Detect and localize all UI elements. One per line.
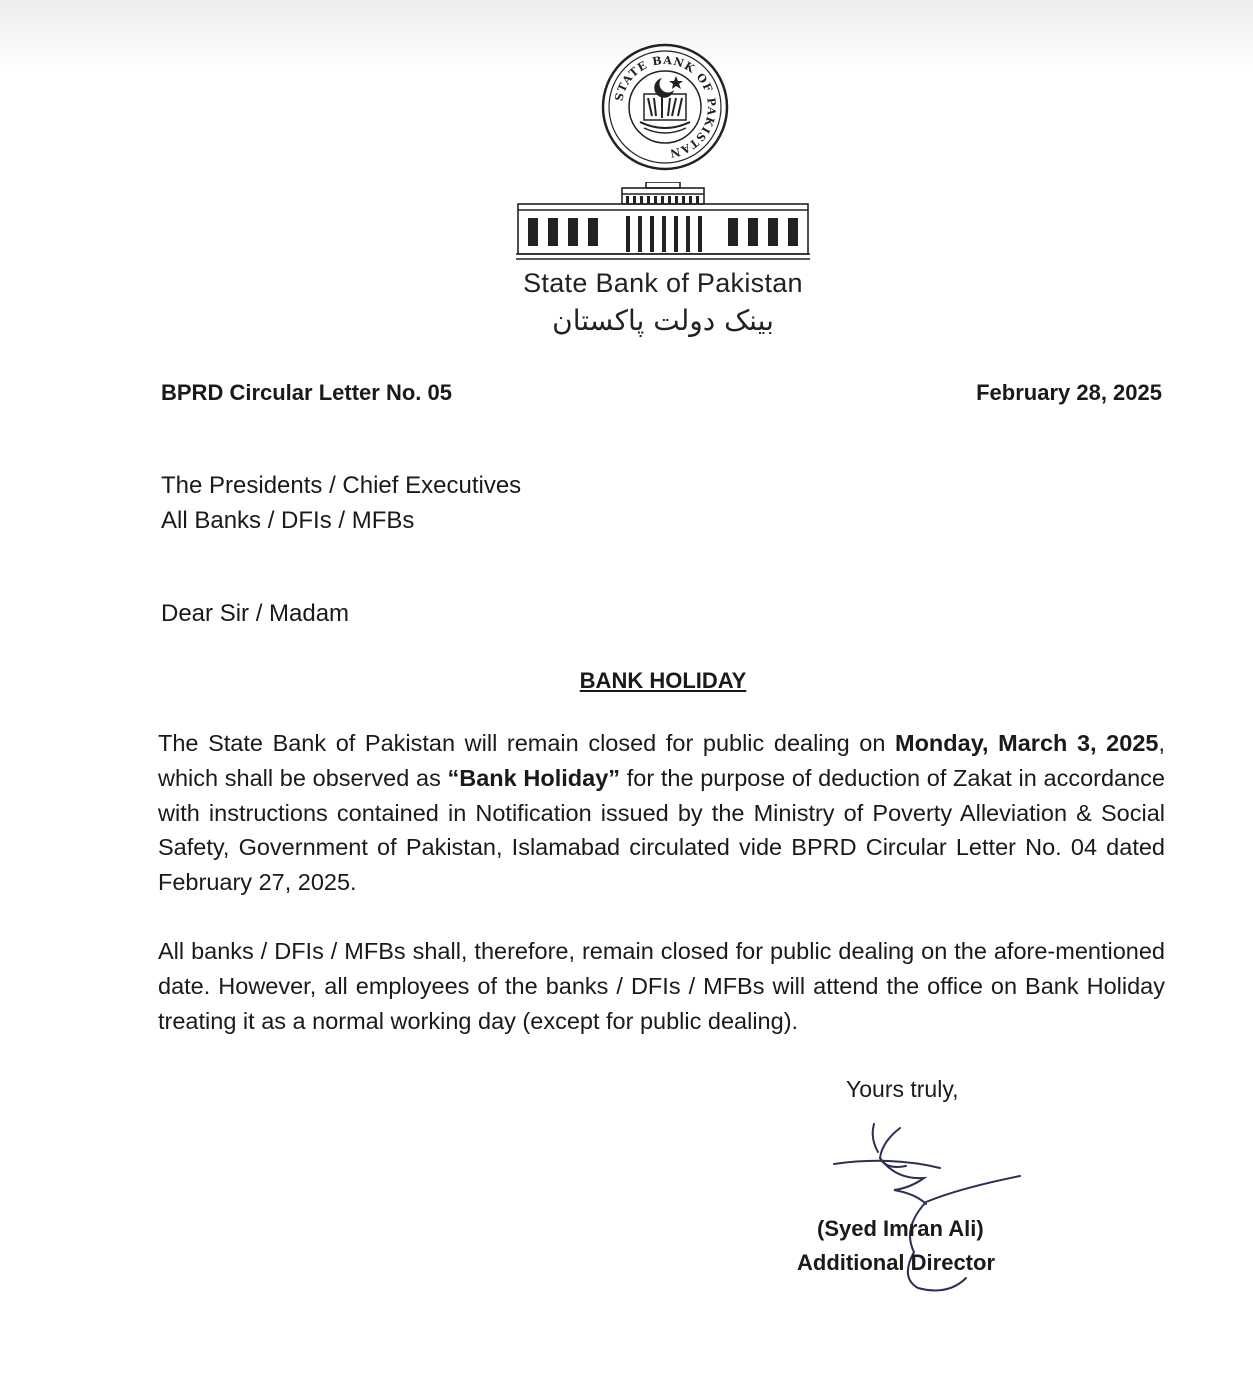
- signatory-title: Additional Director: [797, 1250, 996, 1275]
- bank-name: State Bank of Pakistan: [523, 268, 803, 298]
- recipient-line-1: The Presidents / Chief Executives: [161, 472, 522, 499]
- body-paragraph-2: All banks / DFIs / MFBs shall, therefore, remain closed for public dealing on the afore-mentioned date. However, all employees of the banks / DFIs / MFBs will attend the office on Bank Holiday treating it as a normal working day (except for public dealing).: [158, 938, 1165, 1034]
- salutation: Dear Sir / Madam: [161, 600, 350, 627]
- sbp-seal-logo: [600, 42, 730, 172]
- recipient-line-2: All Banks / DFIs / MFBs: [161, 507, 415, 534]
- sbp-building-logo: [514, 182, 812, 262]
- svg-text:STATE BANK OF PAKISTAN: STATE BANK OF PAKISTAN: [612, 53, 719, 160]
- circular-reference: BPRD Circular Letter No. 05: [161, 380, 452, 405]
- para1-text-3: for the purpose of deduction of Zakat in accordance with instructions contained in Notification issued by the Ministry of Poverty Alleviation & Social Safety, Government of Pakistan, Islamabad circulated vide BPRD Circular Letter No. 04 dated February 27, 2025.: [158, 764, 1165, 896]
- holiday-date: Monday, March 3, 2025: [895, 730, 1159, 756]
- closing: Yours truly,: [846, 1076, 959, 1102]
- body-paragraph-1: [158, 726, 1165, 900]
- letter-subject: BANK HOLIDAY: [579, 668, 747, 693]
- para1-text-2: , which shall be observed as: [158, 730, 1165, 791]
- para1-text-1: The State Bank of Pakistan will remain closed for public dealing on: [158, 730, 895, 756]
- signatory-name: (Syed Imran Ali): [817, 1216, 984, 1241]
- bank-name-urdu: بینک دولت پاکستان: [552, 304, 774, 337]
- letter-date: February 28, 2025: [976, 380, 1162, 405]
- bank-holiday-term: “Bank Holiday”: [447, 764, 621, 791]
